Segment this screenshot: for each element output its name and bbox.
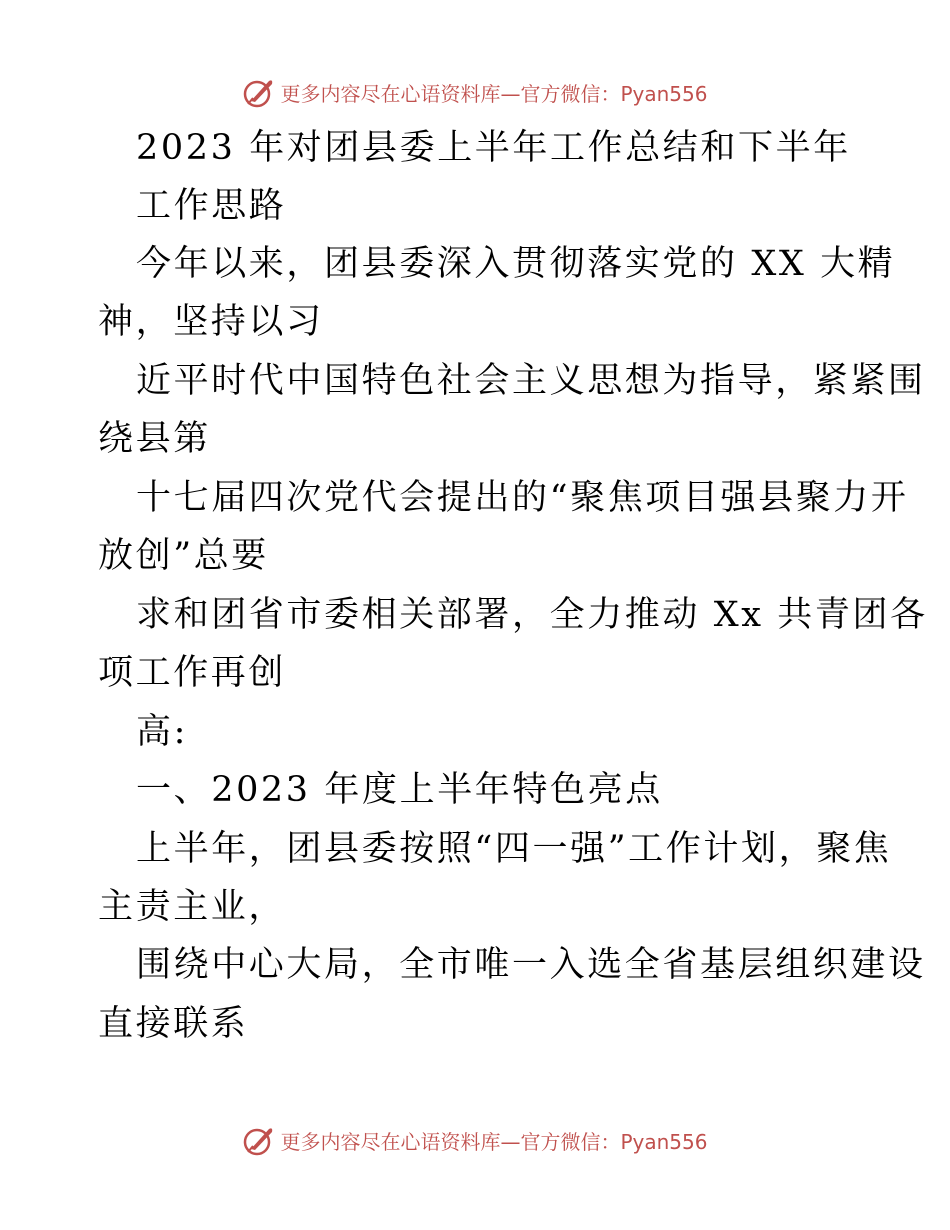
watermark-text: 更多内容尽在心语资料库—官方微信：Pyan556 [280, 81, 708, 106]
doc-paragraph-line: 绕县第 [98, 419, 211, 459]
doc-paragraph-line: 今年以来，团县委深入贯彻落实党的 XX 大精 [136, 244, 896, 284]
doc-paragraph-line: 直接联系 [98, 1004, 249, 1044]
watermark-text: 更多内容尽在心语资料库—官方微信：Pyan556 [280, 1129, 708, 1154]
doc-paragraph-line: 近平时代中国特色社会主义思想为指导，紧紧围 [136, 361, 926, 401]
doc-paragraph-line: 神，坚持以习 [98, 302, 324, 342]
doc-paragraph-line: 项工作再创 [98, 653, 287, 693]
doc-paragraph-line: 上半年，团县委按照“四一强”工作计划，聚焦 [136, 829, 892, 869]
watermark-footer [0, 1120, 950, 1160]
quill-pen-circle-icon [242, 1123, 276, 1157]
doc-paragraph-line: 围绕中心大局，全市唯一入选全省基层组织建设 [136, 945, 926, 985]
doc-title-line-1: 2023 年对团县委上半年工作总结和下半年 [136, 128, 851, 168]
doc-paragraph-line: 求和团省市委相关部署，全力推动 Xx 共青团各 [136, 595, 928, 635]
doc-title-line-2: 工作思路 [136, 186, 287, 226]
doc-section-heading: 一、2023 年度上半年特色亮点 [136, 770, 663, 810]
doc-paragraph-line: 高: [136, 712, 188, 752]
doc-paragraph-line: 放创”总要 [98, 536, 269, 576]
doc-paragraph-line: 主责主业， [98, 887, 287, 927]
doc-paragraph-line: 十七届四次党代会提出的“聚焦项目强县聚力开 [136, 478, 909, 518]
